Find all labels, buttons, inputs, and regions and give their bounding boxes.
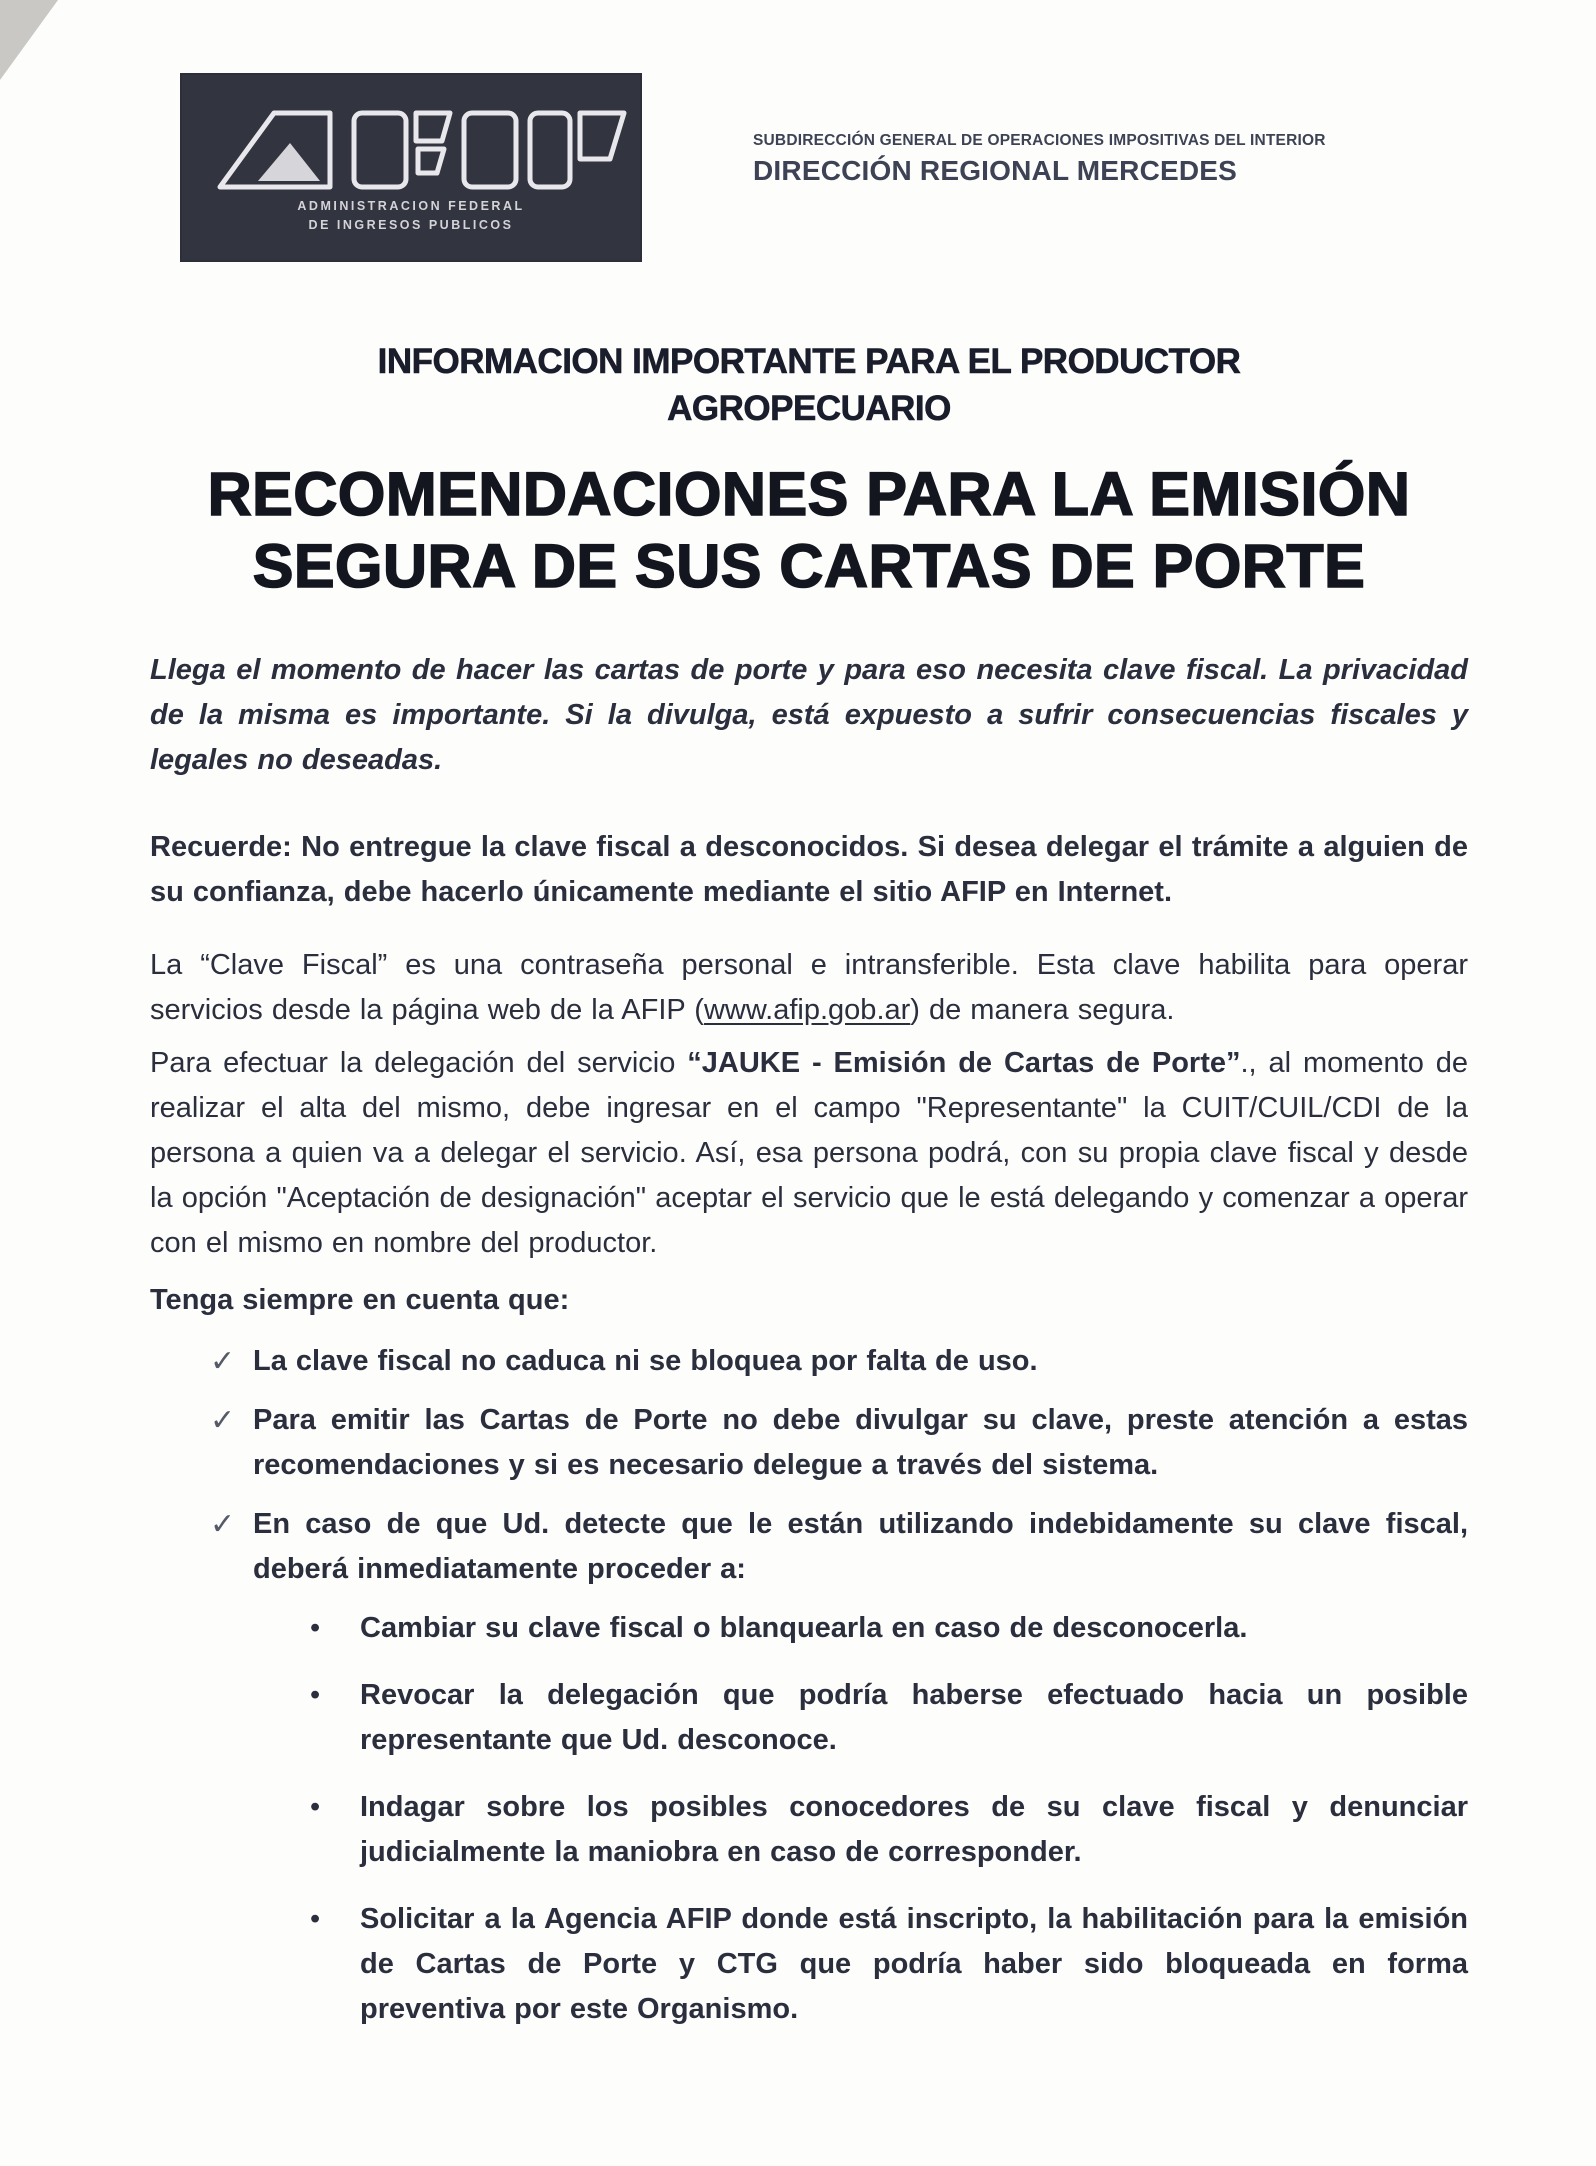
check-list (150, 1339, 1468, 1592)
bullet-item-text: Indagar sobre los posibles conocedores de su clave fiscal y denunciar judicialmente la maniobra en caso de corresponder. (360, 1791, 1468, 1868)
bullet-icon: • (310, 1791, 321, 1823)
bullet-item (150, 1897, 1468, 2032)
afip-logo (182, 75, 640, 260)
recuerde-paragraph: Recuerde: No entregue la clave fiscal a desconocidos. Si desea delegar el trámite a alguien de su confianza, debe hacerlo únicamente mediante el sitio AFIP en Internet. (150, 831, 1468, 908)
bullet-list (150, 1606, 1468, 2032)
check-icon: ✓ (210, 1404, 236, 1437)
notice-heading-line-1: INFORMACION IMPORTANTE PARA EL PRODUCTOR (377, 342, 1241, 381)
check-item (150, 1502, 1468, 1592)
scan-corner-fold-artifact (0, 0, 58, 80)
main-title-line-2: SEGURA DE SUS CARTAS DE PORTE (252, 532, 1366, 600)
clave-fiscal-paragraph (150, 943, 1468, 1033)
letterhead (753, 130, 1326, 190)
clave-text-after-url: ) de manera segura. (910, 994, 1175, 1026)
clave-text-before-url: La “Clave Fiscal” es una contraseña personal e intransferible. Esta clave habilita para operar servicios desde la página web de la AFIP ( (150, 949, 1468, 1026)
afip-logo-caption-line-1: ADMINISTRACION FEDERAL (297, 199, 525, 213)
check-item-text: La clave fiscal no caduca ni se bloquea por falta de uso. (253, 1345, 1038, 1377)
delegacion-text-after: ., al momento de realizar el alta del mismo, debe ingresar en el campo "Representante" la CUIT/CUIL/CDI de la persona a quien va a delegar el servicio. Así, esa persona podrá, con su propia clave fiscal y desde la opción "Aceptación de designación" aceptar el servicio que le está delegando y comenzar a operar con el mismo en nombre del productor. (150, 1047, 1468, 1259)
afip-logo-glyphs (182, 75, 640, 260)
delegacion-paragraph (150, 1041, 1468, 1266)
bullet-icon: • (310, 1903, 321, 1935)
bullet-item (150, 1785, 1468, 1875)
bullet-icon: • (310, 1679, 321, 1711)
jauke-service-name: “JAUKE - Emisión de Cartas de Porte” (687, 1047, 1241, 1079)
check-item (150, 1398, 1468, 1488)
bullet-icon: • (310, 1612, 321, 1644)
main-title-line-1: RECOMENDACIONES PARA LA EMISIÓN (207, 460, 1411, 528)
check-icon: ✓ (210, 1345, 236, 1378)
letterhead-line-2: DIRECCIÓN REGIONAL MERCEDES (753, 155, 1238, 186)
bullet-item (150, 1606, 1468, 1651)
bullet-item (150, 1673, 1468, 1763)
afip-url-text: www.afip.gob.ar (703, 994, 911, 1026)
bullet-item-text: Solicitar a la Agencia AFIP donde está inscripto, la habilitación para la emisión de Cartas de Porte y CTG que podría haber sido bloqueada en forma preventiva por este Organismo. (360, 1903, 1468, 2025)
bullet-item-text: Revocar la delegación que podría haberse efectuado hacia un posible representante que Ud. desconoce. (360, 1679, 1468, 1756)
check-icon: ✓ (210, 1508, 236, 1541)
letterhead-line-1: SUBDIRECCIÓN GENERAL DE OPERACIONES IMPOSITIVAS DEL INTERIOR (753, 132, 1326, 149)
main-title (150, 458, 1468, 602)
notice-heading-line-2: AGROPECUARIO (667, 389, 951, 428)
check-item (150, 1339, 1468, 1384)
bullet-item-text: Cambiar su clave fiscal o blanquearla en caso de desconocerla. (360, 1612, 1248, 1644)
check-item-text: Para emitir las Cartas de Porte no debe divulgar su clave, preste atención a estas recomendaciones y si es necesario delegue a través del sistema. (253, 1404, 1468, 1481)
afip-logo-caption-line-2: DE INGRESOS PUBLICOS (308, 218, 514, 232)
tenga-heading: Tenga siempre en cuenta que: (150, 1284, 570, 1316)
check-item-text: En caso de que Ud. detecte que le están utilizando indebidamente su clave fiscal, deberá inmediatamente proceder a: (253, 1508, 1468, 1585)
intro-paragraph: Llega el momento de hacer las cartas de porte y para eso necesita clave fiscal. La privacidad de la misma es importante. Si la divulga, está expuesto a sufrir consecuencias fiscales y legales no deseadas. (150, 654, 1468, 776)
document-body (150, 338, 1468, 2054)
notice-heading (150, 338, 1468, 432)
delegacion-text-before: Para efectuar la delegación del servicio (150, 1047, 688, 1079)
